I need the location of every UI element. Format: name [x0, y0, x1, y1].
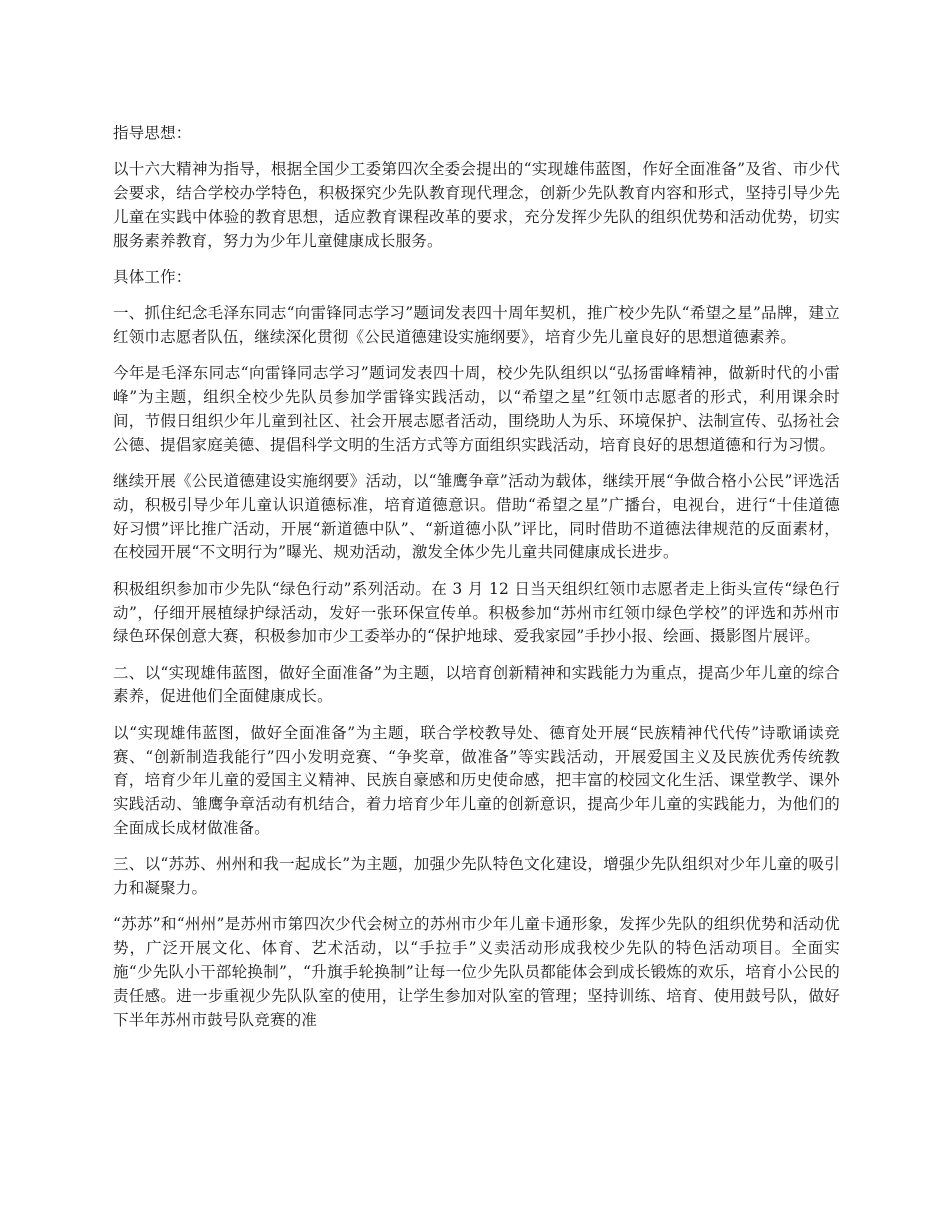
- paragraph-3: 继续开展《公民道德建设实施纲要》活动，以“雏鹰争章”活动为载体，继续开展“争做合格小公民”评选活动，积极引导少年儿童认识道德标准，培育道德意识。借助“希望之星”广播台，电视台，进行“十佳道德好习惯”评比推广活动，开展“新道德中队”、“新道德小队”评比，同时借助不道德法律规范的反面素材，在校园开展“不文明行为”曝光、规劝活动，激发全体少先儿童共同健康成长进步。: [113, 472, 840, 562]
- paragraph-7: 三、以“苏苏、州州和我一起成长”为主题，加强少先队特色文化建设，增强少先队组织对少年儿童的吸引力和凝聚力。: [113, 855, 840, 898]
- paragraph-5: 二、以“实现雄伟蓝图，做好全面准备”为主题，以培育创新精神和实践能力为重点，提高少年儿童的综合素养，促进他们全面健康成长。: [113, 663, 840, 706]
- guide-paragraph: 以十六大精神为指导，根据全国少工委第四次全委会提出的“实现雄伟蓝图，作好全面准备”及省、市少代会要求，结合学校办学特色，积极探究少先队教育现代理念，创新少先队教育内容和形式，坚持引导少先儿童在实践中体验的教育思想，适应教育课程改革的要求，充分发挥少先队的组织优势和活动优势，切实服务素养教育，努力为少年儿童健康成长服务。: [113, 160, 840, 250]
- paragraph-2: 今年是毛泽东同志“向雷锋同志学习”题词发表四十周，校少先队组织以“弘扬雷峰精神，做新时代的小雷峰”为主题，组织全校少先队员参加学雷锋实践活动，以“希望之星”红领巾志愿者的形式，利用课余时间，节假日组织少年儿童到社区、社会开展志愿者活动，围绕助人为乐、环境保护、法制宣传、弘扬社会公德、提倡家庭美德、提倡科学文明的生活方式等方面组织实践活动，培育良好的思想道德和行为习惯。: [113, 364, 840, 454]
- work-heading: 具体工作：: [113, 267, 192, 286]
- paragraph-4: 积极组织参加市少先队“绿色行动”系列活动。在 3 月 12 日当天组织红领巾志愿者走上街头宣传“绿色行动”，仔细开展植绿护绿活动，发好一张环保宣传单。积极参加“苏州市红领巾绿色学校”的评选和苏州市绿色环保创意大赛，积极参加市少工委举办的“保护地球、爱我家园”手抄小报、绘画、摄影图片展评。: [113, 579, 840, 646]
- paragraph-8: “苏苏”和“州州”是苏州市第四次少代会树立的苏州市少年儿童卡通形象，发挥少先队的组织优势和活动优势，广泛开展文化、体育、艺术活动，以“手拉手”义卖活动形成我校少先队的特色活动项目。全面实施“少先队小干部轮换制”，“升旗手轮换制”让每一位少先队员都能体会到成长锻炼的欢乐，培育小公民的责任感。进一步重视少先队队室的使用，让学生参加对队室的管理；坚持训练、培育、使用鼓号队，做好下半年苏州市鼓号队竞赛的准: [113, 915, 840, 1029]
- document-body: [113, 122, 840, 1045]
- paragraph-6: 以“实现雄伟蓝图，做好全面准备”为主题，联合学校教导处、德育处开展“民族精神代代传”诗歌诵读竞赛、“创新制造我能行”四小发明竞赛、“争奖章，做准备”等实践活动，开展爱国主义及民族优秀传统教育，培育少年儿童的爱国主义精神、民族自豪感和历史使命感，把丰富的校园文化生活、课堂教学、课外实践活动、雏鹰争章活动有机结合，着力培育少年儿童的创新意识，提高少年儿童的实践能力，为他们的全面成长成材做准备。: [113, 723, 840, 837]
- guide-heading: 指导思想：: [113, 124, 192, 142]
- paragraph-1: 一、抓住纪念毛泽东同志“向雷锋同志学习”题词发表四十周年契机，推广校少先队“希望之星”品牌，建立红领巾志愿者队伍，继续深化贯彻《公民道德建设实施纲要》，培育少先儿童良好的思想道德素养。: [113, 304, 840, 347]
